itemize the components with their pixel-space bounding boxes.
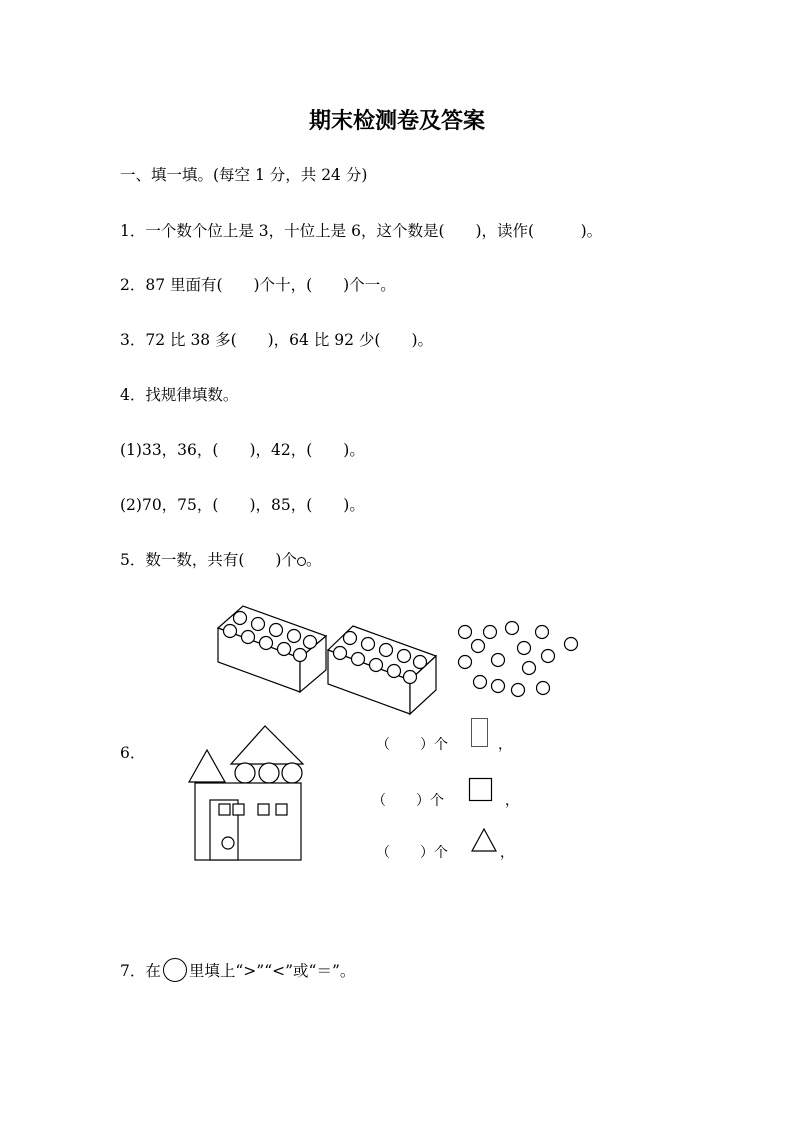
bead-figure xyxy=(210,598,590,716)
compare-circle-icon xyxy=(163,958,187,982)
page-title: 期末检测卷及答案 xyxy=(308,109,485,134)
circle-3 xyxy=(282,763,302,783)
door-knob-circle xyxy=(222,837,234,849)
question-4: 4．找规律填数。 xyxy=(120,386,239,404)
house-figure xyxy=(185,722,310,864)
circle-2 xyxy=(259,763,279,783)
question-7 xyxy=(120,958,355,982)
q6-row2-close: ）个 xyxy=(416,793,444,809)
circle-1 xyxy=(235,763,255,783)
small-triangle xyxy=(189,750,225,782)
bead-icon xyxy=(297,557,306,566)
q6-row-square xyxy=(372,790,444,810)
ten-bead-block-1 xyxy=(218,606,326,692)
ten-bead-block-2 xyxy=(328,626,436,714)
window-4 xyxy=(276,804,287,815)
question-7-end: 里填上“>”“<”或“＝”。 xyxy=(188,962,356,980)
question-5-end: 。 xyxy=(305,551,322,569)
q6-row1-close: ）个 xyxy=(420,737,448,753)
q6-row2-open: （ xyxy=(372,793,386,809)
question-2: 2．87 里面有( )个十，( )个一。 xyxy=(120,276,396,294)
square-icon xyxy=(468,777,494,803)
question-1: 1．一个数个位上是 3，十位上是 6，这个数是( )，读作( )。 xyxy=(120,222,603,240)
loose-beads xyxy=(459,622,578,697)
q6-row-rectangle xyxy=(376,734,448,754)
section-heading: 一、填一填。(每空 1 分，共 24 分) xyxy=(120,166,368,184)
window-2 xyxy=(233,804,244,815)
q6-row3-end: ， xyxy=(500,845,514,861)
q6-row3-close: ）个 xyxy=(420,845,448,861)
rectangle-icon xyxy=(470,717,490,749)
q6-row3-open: （ xyxy=(376,845,390,861)
q6-row2-end: ， xyxy=(505,793,519,809)
roof-triangle xyxy=(231,726,303,764)
q6-row1-open: （ xyxy=(376,737,390,753)
q6-row1-end: ， xyxy=(498,737,512,753)
question-4-part-2: (2)70，75，( )，85，( )。 xyxy=(120,496,365,514)
window-1 xyxy=(219,804,230,815)
question-3: 3．72 比 38 多( )，64 比 92 少( )。 xyxy=(120,331,434,349)
question-5 xyxy=(120,548,321,570)
triangle-icon xyxy=(470,827,498,853)
q6-row-triangle xyxy=(376,842,448,862)
question-6-number: 6． xyxy=(120,744,146,762)
question-5-text: 5．数一数，共有( )个 xyxy=(120,551,297,569)
question-7-text: 7．在 xyxy=(120,962,161,980)
window-3 xyxy=(258,804,269,815)
question-4-part-1: (1)33，36，( )，42，( )。 xyxy=(120,441,365,459)
